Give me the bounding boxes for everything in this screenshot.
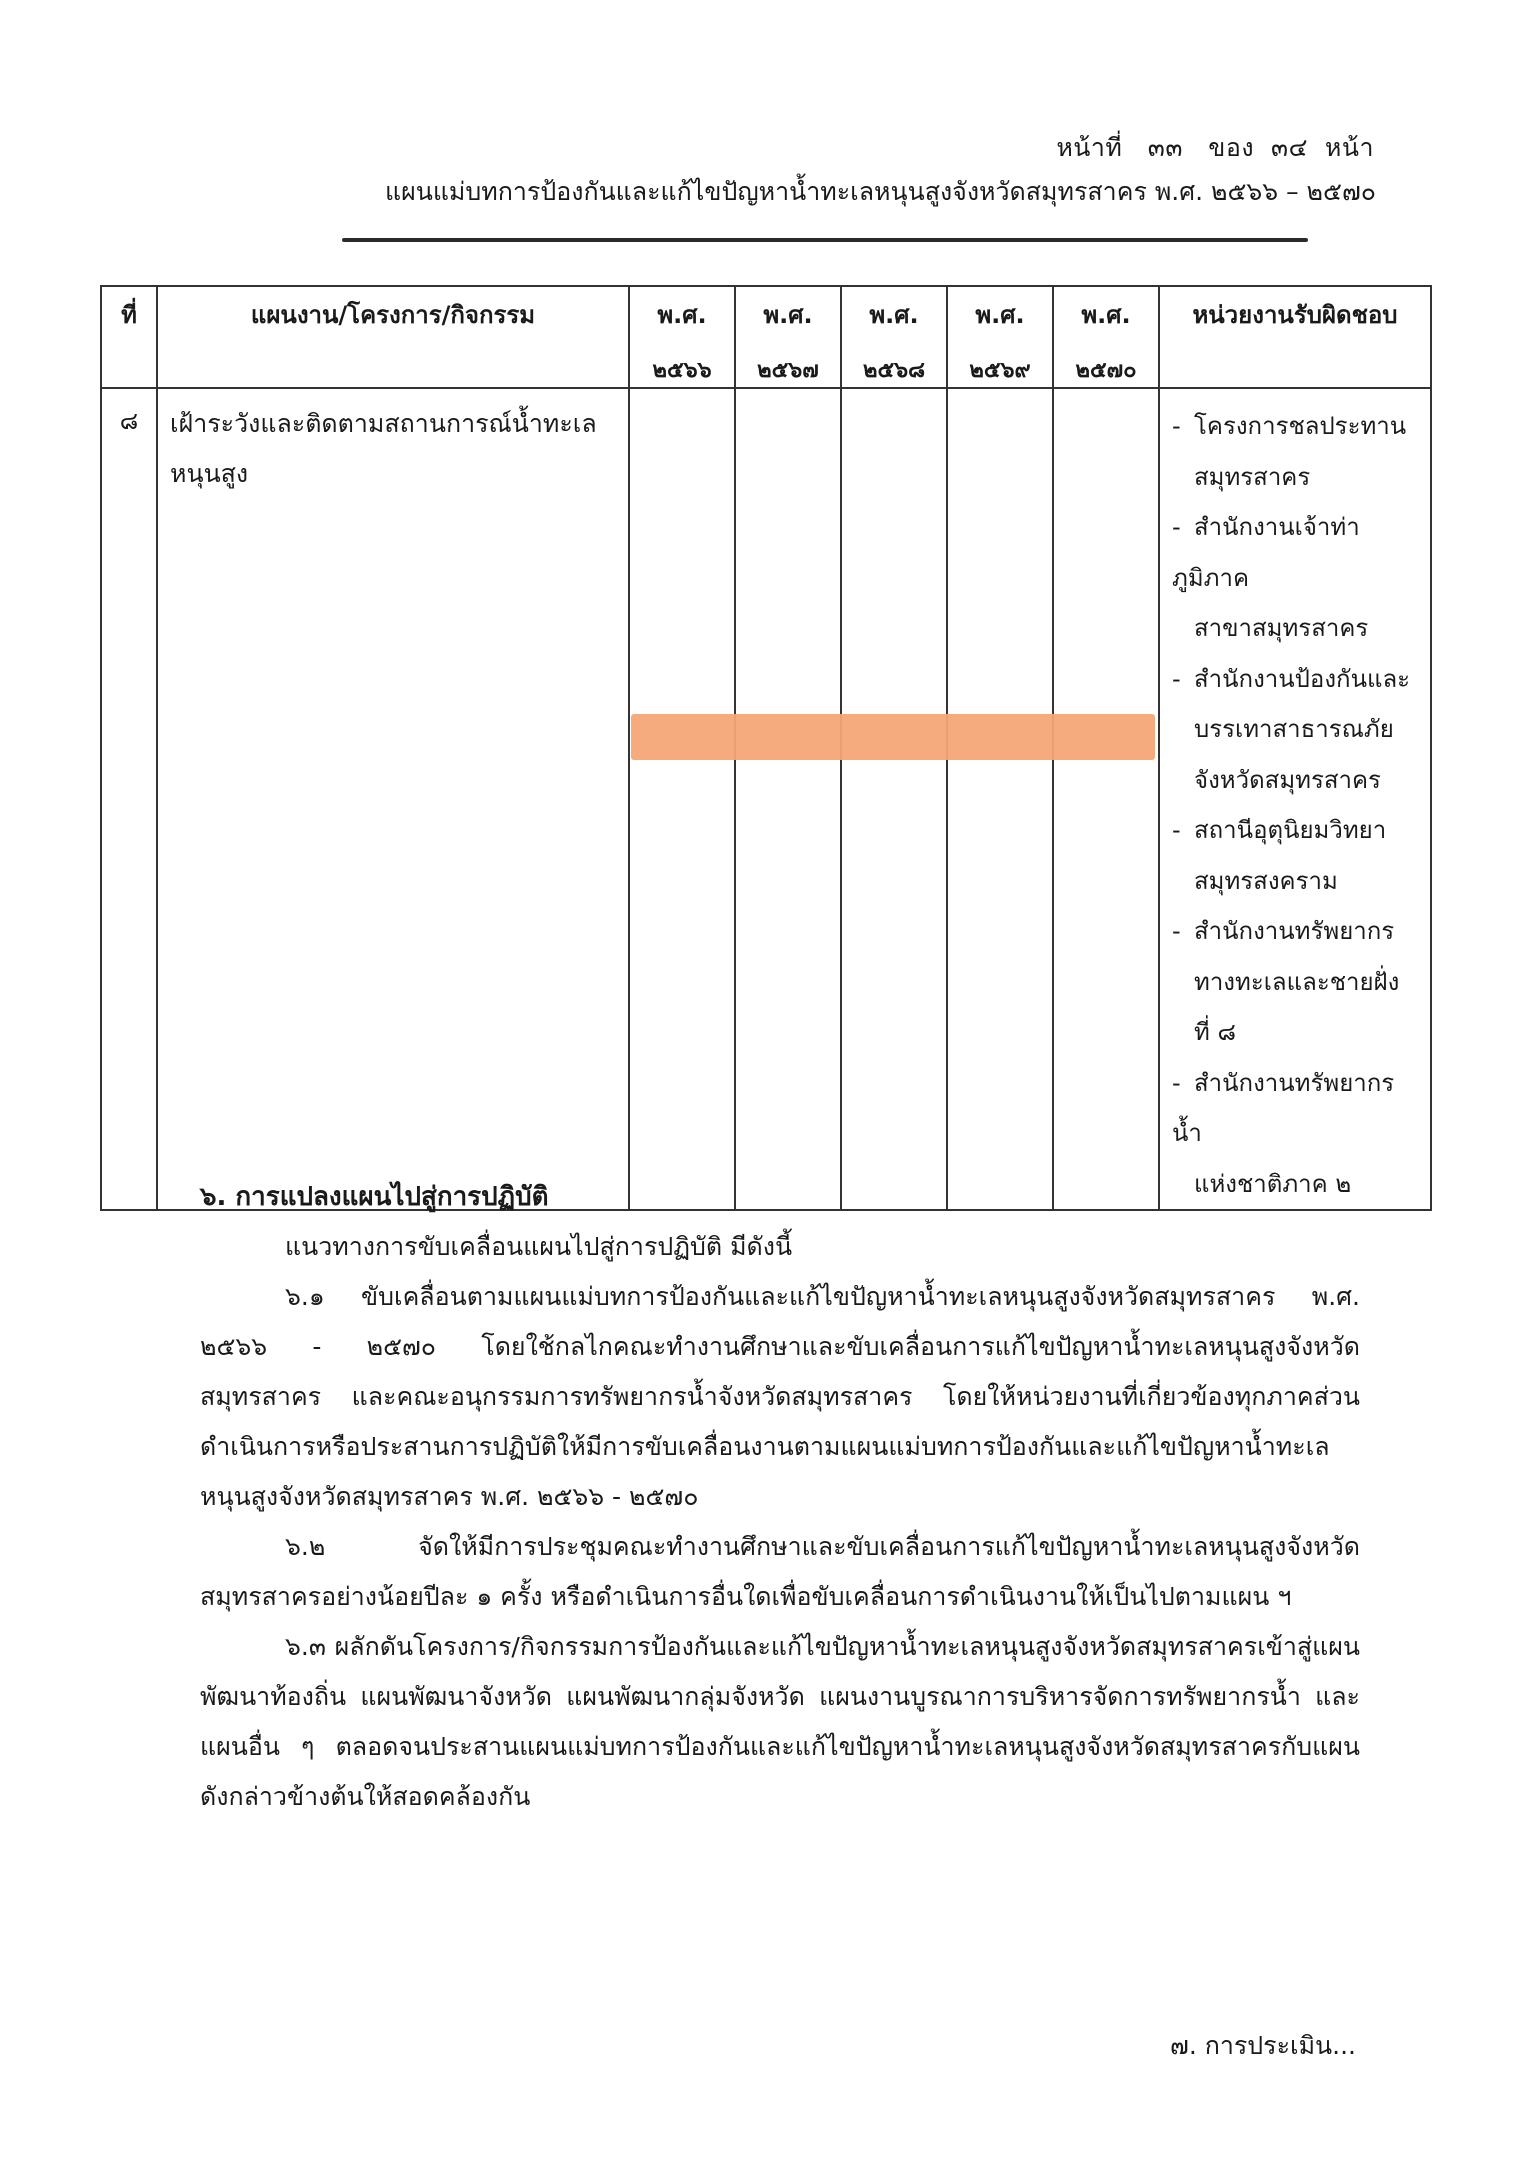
document-title: แผนแม่บทการป้องกันและแก้ไขปัญหาน้ำทะเลหนุนสูงจังหวัดสมุทรสาคร พ.ศ. ๒๕๖๖ – ๒๕๗๐ bbox=[384, 177, 1376, 206]
row-activity: เฝ้าระวังและติดตามสถานการณ์น้ำทะเลหนุนสูง bbox=[157, 388, 629, 1210]
row-number: ๘ bbox=[101, 388, 157, 1210]
header-activity: แผนงาน/โครงการ/กิจกรรม bbox=[157, 286, 629, 388]
year-label: พ.ศ. bbox=[763, 301, 813, 329]
agency-item: - สถานีอุตุนิยมวิทยา สมุทรสงคราม bbox=[1172, 816, 1387, 895]
year-value: ๒๕๖๙ bbox=[969, 358, 1031, 383]
agency-item: - สำนักงานเจ้าท่าภูมิภาค สาขาสมุทรสาคร bbox=[1172, 513, 1369, 642]
year-cell-5 bbox=[1053, 388, 1159, 1210]
header-no: ที่ bbox=[101, 286, 157, 388]
header-year-5 bbox=[1053, 286, 1159, 388]
year-label: พ.ศ. bbox=[1081, 301, 1131, 329]
row-agencies bbox=[1159, 388, 1431, 1210]
year-label: พ.ศ. bbox=[657, 301, 707, 329]
header-year-4 bbox=[947, 286, 1053, 388]
agency-item: - โครงการชลประทาน สมุทรสาคร bbox=[1172, 412, 1407, 491]
paragraph-6-1: ๖.๑ ขับเคลื่อนตามแผนแม่บทการป้องกันและแก้ไขปัญหาน้ำทะเลหนุนสูงจังหวัดสมุทรสาคร พ.ศ. ๒๕๖๖ - ๒๕๗๐ โดยใช้กลไกคณะทำงานศึกษาและขับเคลื่อนการแก้ไขปัญหาน้ำทะเลหนุนสูงจังหวัดสมุทรสาคร และคณะอนุกรรมการทรัพยากรน้ำจังหวัดสมุทรสาคร โดยให้หน่วยงานที่เกี่ยวข้องทุกภาคส่วนดำเนินการหรือประสานการปฏิบัติให้มีการขับเคลื่อนงานตามแผนแม่บทการป้องกันและแก้ไขปัญหาน้ำทะเลหนุนสูงจังหวัดสมุทรสาคร พ.ศ. ๒๕๖๖ - ๒๕๗๐ bbox=[200, 1282, 1360, 1511]
year-label: พ.ศ. bbox=[975, 301, 1025, 329]
table-row bbox=[101, 388, 1431, 1210]
header-responsible: หน่วยงานรับผิดชอบ bbox=[1159, 286, 1431, 388]
year-value: ๒๕๖๗ bbox=[757, 358, 819, 383]
year-cell-4 bbox=[947, 388, 1053, 1210]
schedule-bar bbox=[631, 714, 1155, 760]
section-heading: ๖. การแปลงแผนไปสู่การปฏิบัติ bbox=[200, 1182, 549, 1212]
next-page-reference: ๗. การประเมิน... bbox=[1170, 2031, 1356, 2060]
year-value: ๒๕๖๘ bbox=[862, 358, 926, 383]
year-label: พ.ศ. bbox=[869, 301, 919, 329]
agency-item: - สำนักงานทรัพยากร ทางทะเลและชายฝั่ง ที่ ๘ bbox=[1172, 917, 1400, 1046]
section-intro: แนวทางการขับเคลื่อนแผนไปสู่การปฏิบัติ มีดังนี้ bbox=[285, 1232, 793, 1261]
section-body bbox=[200, 1222, 1360, 1822]
header-year-3 bbox=[841, 286, 947, 388]
paragraph-6-2: ๖.๒ จัดให้มีการประชุมคณะทำงานศึกษาและขับเคลื่อนการแก้ไขปัญหาน้ำทะเลหนุนสูงจังหวัดสมุทรสาครอย่างน้อยปีละ ๑ ครั้ง หรือดำเนินการอื่นใดเพื่อขับเคลื่อนการดำเนินงานให้เป็นไปตามแผน ฯ bbox=[200, 1532, 1360, 1611]
header-year-1 bbox=[629, 286, 735, 388]
page-number: หน้าที่ ๓๓ ของ ๓๔ หน้า bbox=[1056, 133, 1374, 162]
header-year-2 bbox=[735, 286, 841, 388]
agency-item: - สำนักงานทรัพยากรน้ำ แห่งชาติภาค ๒ bbox=[1172, 1068, 1395, 1198]
header-divider bbox=[342, 238, 1308, 242]
year-value: ๒๕๗๐ bbox=[1075, 358, 1137, 383]
year-cell-2 bbox=[735, 388, 841, 1210]
year-cell-3 bbox=[841, 388, 947, 1210]
year-cell-1 bbox=[629, 388, 735, 1210]
table-header-row bbox=[101, 286, 1431, 388]
paragraph-6-3: ๖.๓ ผลักดันโครงการ/กิจกรรมการป้องกันและแก้ไขปัญหาน้ำทะเลหนุนสูงจังหวัดสมุทรสาครเข้าสู่แผนพัฒนาท้องถิ่น แผนพัฒนาจังหวัด แผนพัฒนากลุ่มจังหวัด แผนงานบูรณาการบริหารจัดการทรัพยากรน้ำ และแผนอื่น ๆ ตลอดจนประสานแผนแม่บทการป้องกันและแก้ไขปัญหาน้ำทะเลหนุนสูงจังหวัดสมุทรสาครกับแผนดังกล่าวข้างต้นให้สอดคล้องกัน bbox=[200, 1632, 1360, 1811]
agency-item: - สำนักงานป้องกันและ บรรเทาสาธารณภัย จังหวัดสมุทรสาคร bbox=[1172, 664, 1411, 794]
year-value: ๒๕๖๖ bbox=[652, 358, 712, 383]
